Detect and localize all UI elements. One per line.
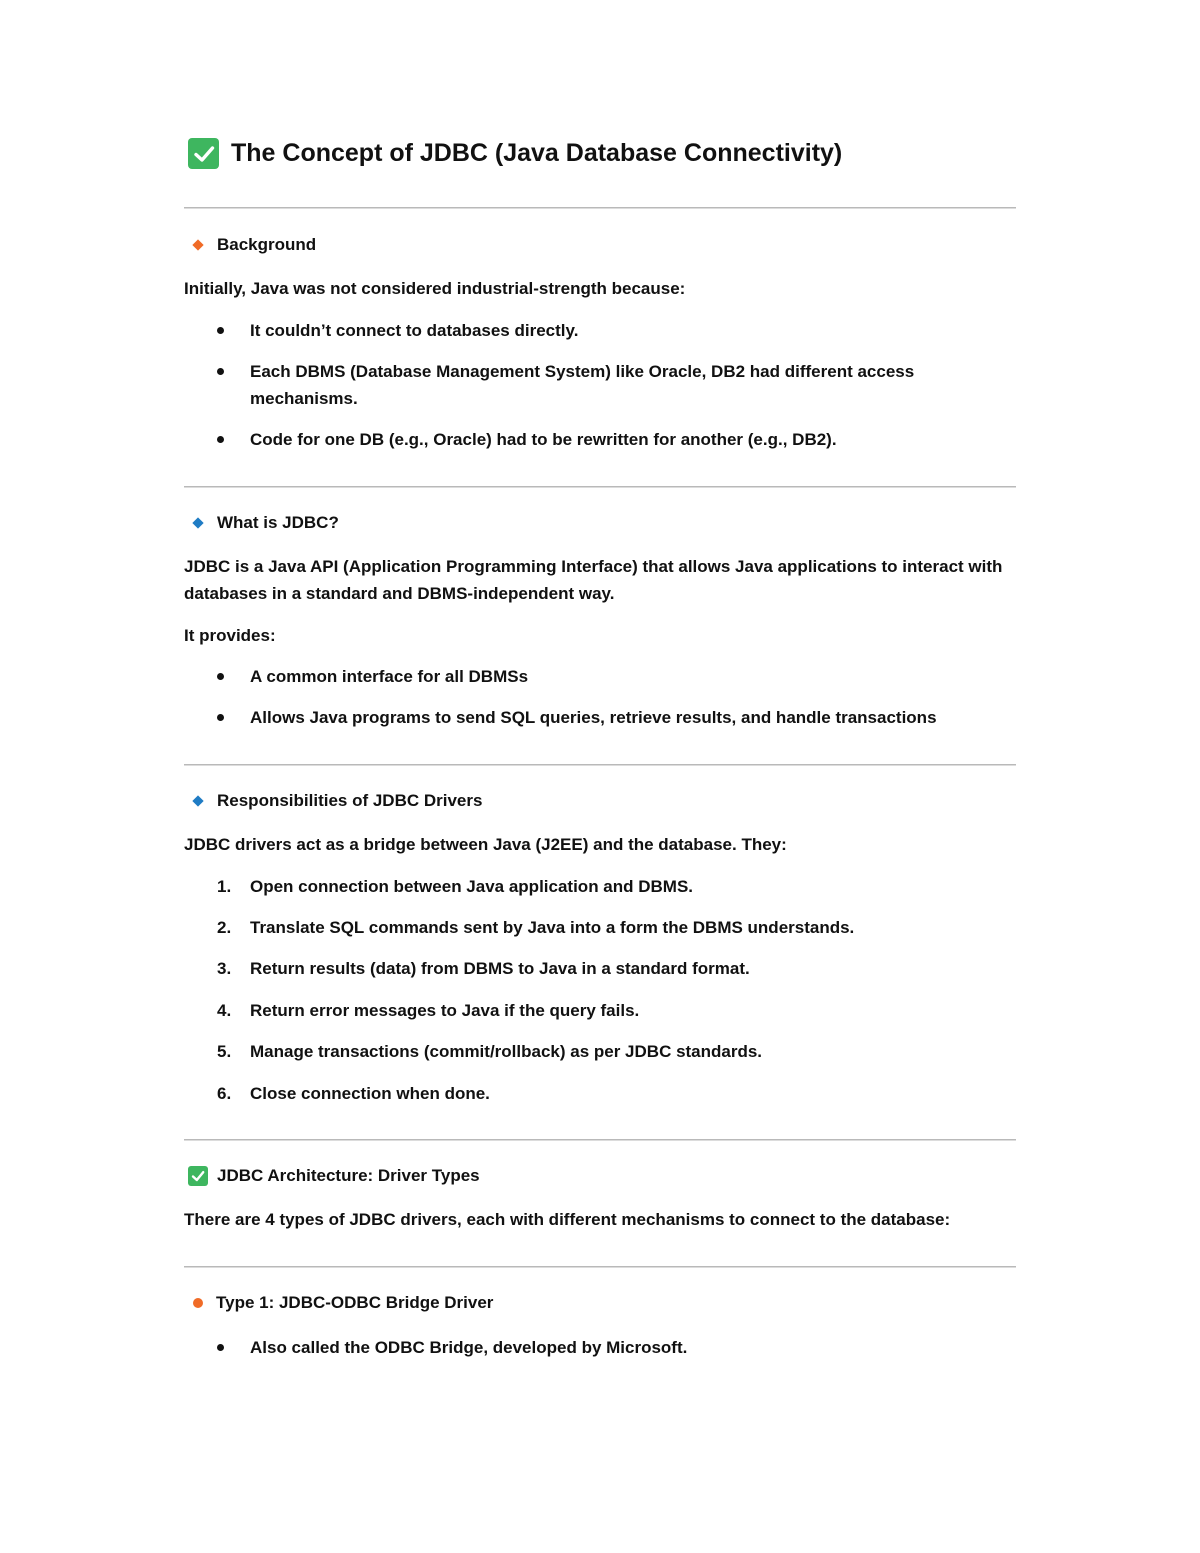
orange-diamond-icon [192, 239, 203, 250]
background-intro: Initially, Java was not considered industrial-strength because: [184, 279, 686, 298]
divider [184, 1139, 1016, 1141]
bullet-icon [217, 714, 224, 721]
check-mark-icon [188, 1166, 208, 1186]
blue-diamond-icon [192, 795, 203, 806]
section-heading-responsibilities: Responsibilities of JDBC Drivers [188, 791, 482, 811]
section-heading-type-1: Type 1: JDBC-ODBC Bridge Driver [188, 1293, 493, 1313]
responsibilities-intro: JDBC drivers act as a bridge between Java (J2EE) and the database. They: [184, 835, 787, 854]
page-title-text: The Concept of JDBC (Java Database Connectivity) [231, 139, 843, 167]
blue-diamond-icon [192, 517, 203, 528]
architecture-intro: There are 4 types of JDBC drivers, each with different mechanisms to connect to the database: [184, 1210, 951, 1229]
page-title [188, 138, 842, 169]
divider [184, 764, 1016, 766]
bullet-icon [217, 436, 224, 443]
orange-dot-icon [193, 1298, 203, 1308]
bullet-icon [217, 368, 224, 375]
bullet-icon [217, 673, 224, 680]
what-is-jdbc-paragraph: JDBC is a Java API (Application Programming Interface) that allows Java applications to interact with databases in a standard and DBMS-independent way. [184, 557, 1003, 603]
bullet-icon [217, 327, 224, 334]
bullet-icon [217, 1344, 224, 1351]
check-mark-icon [188, 138, 219, 169]
section-heading-architecture: JDBC Architecture: Driver Types [188, 1166, 480, 1186]
section-heading-what-is-jdbc: What is JDBC? [188, 513, 339, 533]
provides-label: It provides: [184, 626, 276, 645]
divider [184, 207, 1016, 209]
section-heading-background: Background [188, 235, 316, 255]
divider [184, 1266, 1016, 1268]
divider [184, 486, 1016, 488]
